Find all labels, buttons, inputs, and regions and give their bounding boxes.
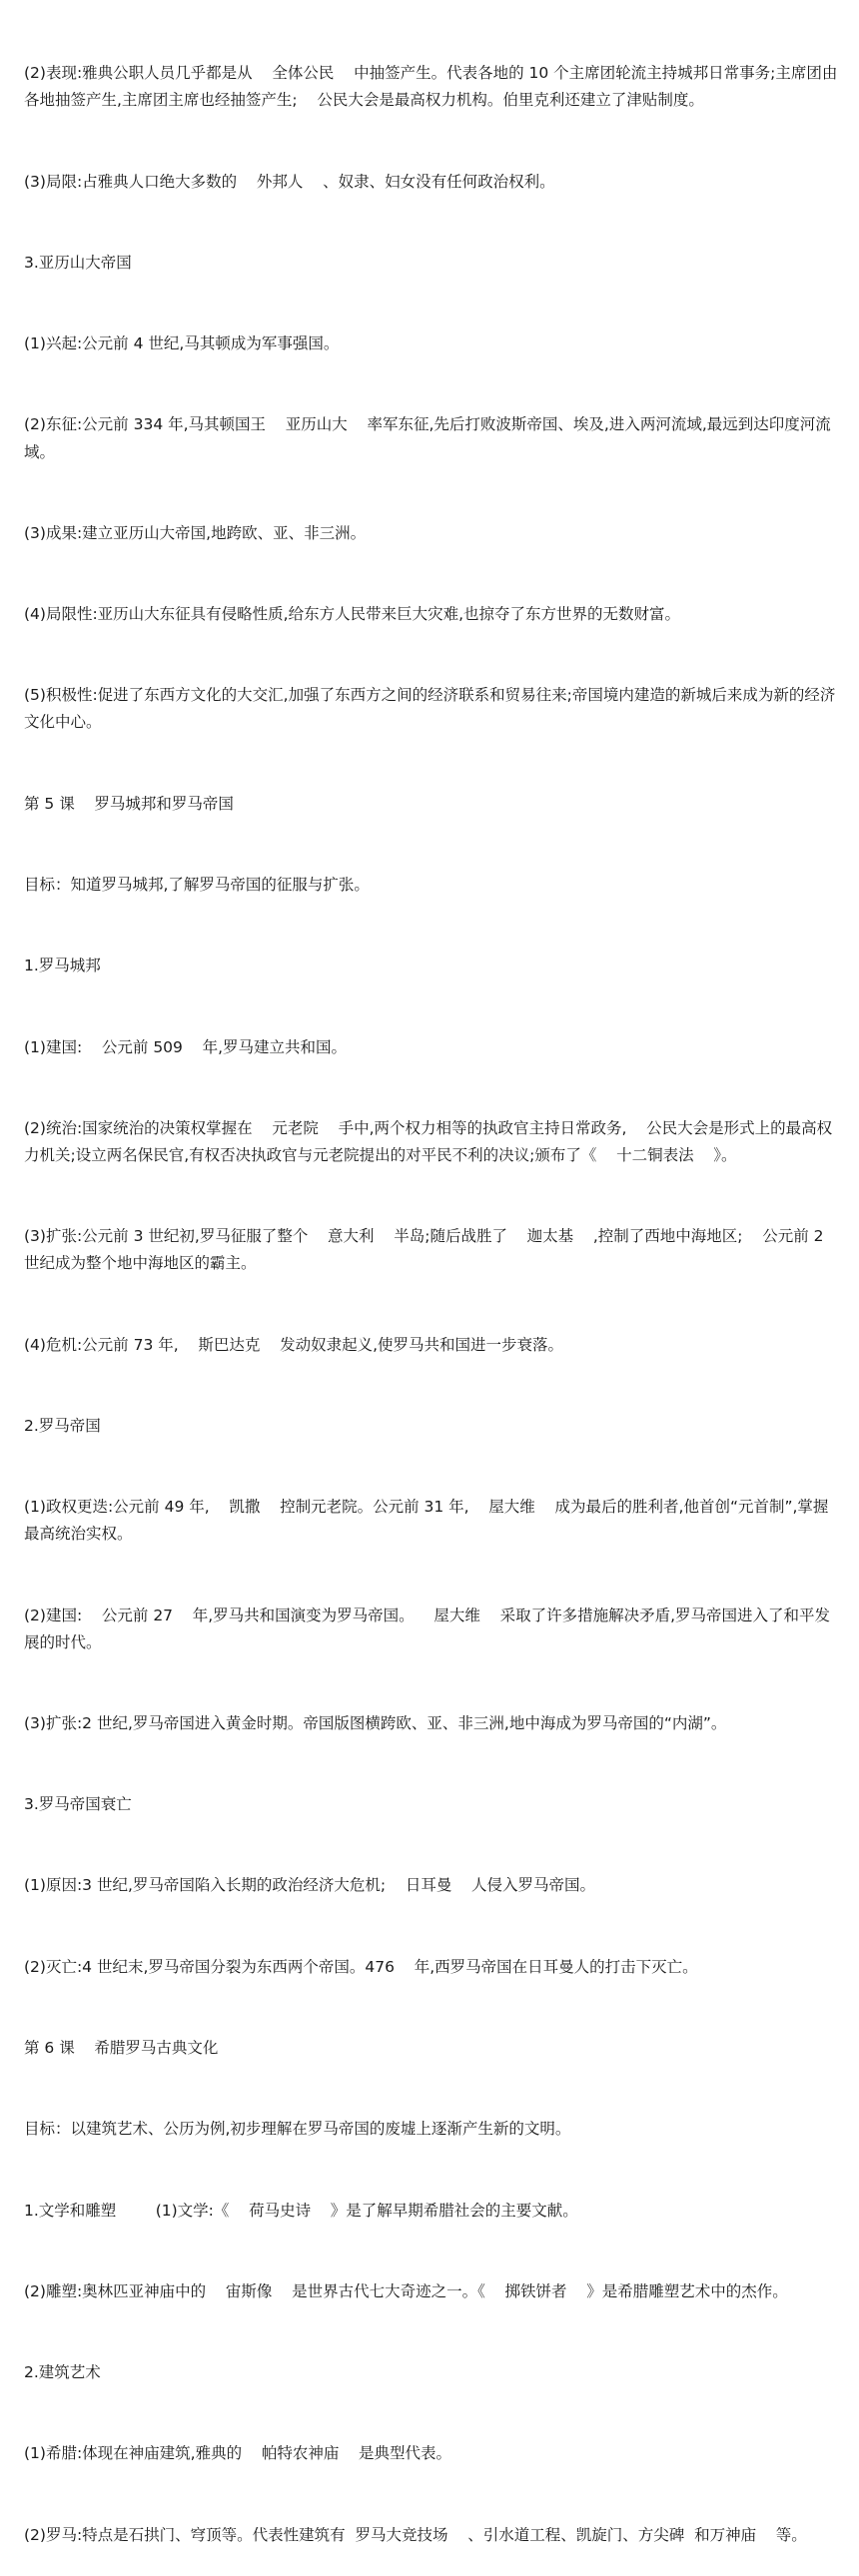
paragraph-athens-limits: (3)局限:占雅典人口绝大多数的 外邦人 、奴隶、妇女没有任何政治权利。 — [24, 172, 555, 191]
paragraph-empire-fall: (2)灭亡:4 世纪末,罗马帝国分裂为东西两个帝国。476 年,西罗马帝国在日耳曼人的打击下灭亡。 — [24, 1957, 698, 1976]
paragraph-regime-change: (1)政权更迭:公元前 49 年, 凯撒 控制元老院。公元前 31 年, 屋大维 成为最后的胜利者,他首创“元首制”,掌握最高统治实权。 — [24, 1498, 829, 1544]
paragraph-greek-architecture: (1)希腊:体现在神庙建筑,雅典的 帕特农神庙 是典型代表。 — [24, 2444, 452, 2463]
paragraph-decline-causes: (1)原因:3 世纪,罗马帝国陷入长期的政治经济大危机; 日耳曼 人侵入罗马帝国。 — [24, 1876, 596, 1895]
paragraph-roman-architecture: (2)罗马:特点是石拱门、穹顶等。代表性建筑有 罗马大竞技场 、引水道工程、凯旋门、方尖碑 和万神庙 等。 — [24, 2525, 807, 2544]
paragraph-republic-governance: (2)统治:国家统治的决策权掌握在 元老院 手中,两个权力相等的执政官主持日常政务, 公民大会是形式上的最高权力机关;设立两名保民官,有权否决执政官与元老院提出的对平民不利的决议;颁布了《 十二铜表法 》。 — [24, 1118, 833, 1164]
heading-architecture: 2.建筑艺术 — [24, 2363, 101, 2382]
paragraph-sculpture: (2)雕塑:奥林匹亚神庙中的 宙斯像 是世界古代七大奇迹之一。《 掷铁饼者 》是希腊雕塑艺术中的杰作。 — [24, 2281, 788, 2300]
paragraph-republic-expansion: (3)扩张:公元前 3 世纪初,罗马征服了整个 意大利 半岛;随后战胜了 迦太基 ,控制了西地中海地区; 公元前 2 世纪成为整个地中海地区的霸主。 — [24, 1227, 844, 1273]
lesson-6-goal: 目标：以建筑艺术、公历为例,初步理解在罗马帝国的废墟上逐渐产生新的文明。 — [24, 2120, 571, 2139]
lesson-5-goal: 目标：知道罗马城邦,了解罗马帝国的征服与扩张。 — [24, 876, 370, 894]
paragraph-alexander-positive: (5)积极性:促进了东西方文化的大交汇,加强了东西方之间的经济联系和贸易往来;帝国境内建造的新城后来成为新的经济文化中心。 — [24, 686, 836, 732]
document-body — [24, 6, 844, 2576]
paragraph-macedon-rise: (1)兴起:公元前 4 世纪,马其顿成为军事强国。 — [24, 334, 340, 353]
paragraph-empire-founding: (2)建国: 公元前 27 年,罗马共和国演变为罗马帝国。 屋大维 采取了许多措施解决矛盾,罗马帝国进入了和平发展的时代。 — [24, 1606, 831, 1651]
paragraph-literature: 1.文学和雕塑 (1)文学:《 荷马史诗 》是了解早期希腊社会的主要文献。 — [24, 2201, 578, 2220]
heading-lesson-5: 第 5 课 罗马城邦和罗马帝国 — [24, 794, 234, 813]
paragraph-republic-founding: (1)建国: 公元前 509 年,罗马建立共和国。 — [24, 1037, 348, 1056]
heading-lesson-6: 第 6 课 希腊罗马古典文化 — [24, 2039, 219, 2058]
paragraph-athens-performance: (2)表现:雅典公职人员几乎都是从 全体公民 中抽签产生。代表各地的 10 个主席团轮流主持城邦日常事务;主席团由各地抽签产生,主席团主席也经抽签产生; 公民大会是最高权力机构。伯里克利还建立了津贴制度。 — [24, 64, 838, 110]
paragraph-republic-crisis: (4)危机:公元前 73 年, 斯巴达克 发动奴隶起义,使罗马共和国进一步衰落。 — [24, 1335, 564, 1354]
heading-alexander-empire: 3.亚历山大帝国 — [24, 253, 132, 272]
heading-empire-decline: 3.罗马帝国衰亡 — [24, 1795, 132, 1814]
paragraph-empire-expansion: (3)扩张:2 世纪,罗马帝国进入黄金时期。帝国版图横跨欧、亚、非三洲,地中海成为罗马帝国的“内湖”。 — [24, 1713, 727, 1732]
paragraph-alexander-limitation: (4)局限性:亚历山大东征具有侵略性质,给东方人民带来巨大灾难,也掠夺了东方世界的无数财富。 — [24, 605, 681, 624]
paragraph-eastern-campaign: (2)东征:公元前 334 年,马其顿国王 亚历山大 率军东征,先后打败波斯帝国、埃及,进入两河流域,最远到达印度河流域。 — [24, 415, 831, 461]
heading-roman-city-state: 1.罗马城邦 — [24, 957, 101, 975]
paragraph-alexander-result: (3)成果:建立亚历山大帝国,地跨欧、亚、非三洲。 — [24, 523, 367, 542]
heading-roman-empire: 2.罗马帝国 — [24, 1416, 101, 1435]
